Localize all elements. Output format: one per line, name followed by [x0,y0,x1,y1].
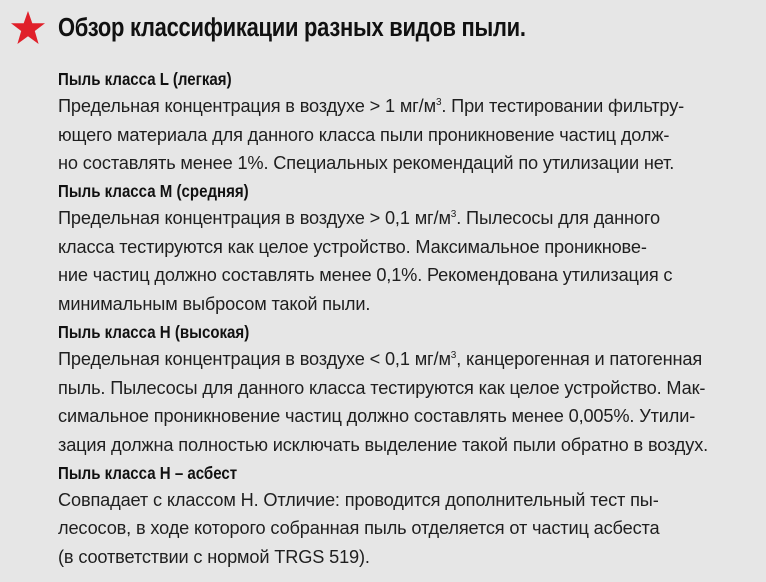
page-title: Обзор классификации разных видов пыли. [58,13,526,42]
text-run: Предельная концентрация в воздухе < 0,1 мг/м [58,348,451,369]
description-line [58,345,758,374]
title-row [10,10,602,46]
dust-class-heading: Пыль класса H (высокая) [58,321,250,342]
text-run: класса тестируются как целое устройство. Максимальное проникнове- [58,236,647,257]
text-run: ние частиц должно составлять менее 0,1%. Рекомендована утилизация с [58,265,673,286]
dust-class-section [58,66,758,178]
description-line [58,374,758,403]
text-run: ющего материала для данного класса пыли проникновение частиц долж- [58,124,670,145]
text-run: Предельная концентрация в воздухе > 0,1 мг/м [58,208,451,229]
description-line [58,121,758,150]
text-run: минимальным выбросом такой пыли. [58,294,371,315]
description-line [58,261,758,290]
description-line [58,543,758,572]
text-run: пыль. Пылесосы для данного класса тестируются как целое устройство. Мак- [58,377,706,398]
description-line [58,402,758,431]
text-run: . Пылесосы для данного [456,208,660,229]
dust-class-heading: Пыль класса L (легкая) [58,69,232,89]
description-line [58,233,758,262]
description-line [58,290,758,319]
dust-class-section [58,178,758,319]
description-line [58,204,758,233]
text-run: но составлять менее 1%. Специальных рекомендаций по утилизации нет. [58,153,675,174]
text-run: , канцерогенная и патогенная [456,348,703,369]
dust-class-section [58,460,758,572]
superscript: 3 [450,349,457,361]
superscript: 3 [435,97,442,108]
text-run: . При тестировании фильтру- [441,96,685,116]
superscript: 3 [450,209,457,221]
description-line [58,431,758,460]
text-run: Совпадает с классом H. Отличие: проводится дополнительный тест пы- [58,489,659,510]
dust-class-heading: Пыль класса M (средняя) [58,181,249,202]
dust-class-heading: Пыль класса H – асбест [58,462,238,483]
text-run: симальное проникновение частиц должно составлять менее 0,005%. Утили- [58,406,696,427]
text-run: Предельная концентрация в воздухе > 1 мг/м [58,96,436,116]
description-line [58,514,758,543]
description-line [58,92,758,121]
text-run: зация должна полностью исключать выделение такой пыли обратно в воздух. [58,434,709,455]
star-icon [10,10,46,46]
description-line [58,149,758,178]
text-run: лесосов, в ходе которого собранная пыль отделяется от частиц асбеста [58,518,660,539]
description-line [58,486,758,515]
text-run: (в соответствии с нормой TRGS 519). [58,546,370,567]
dust-classes-list [58,66,758,572]
dust-class-section [58,319,758,460]
